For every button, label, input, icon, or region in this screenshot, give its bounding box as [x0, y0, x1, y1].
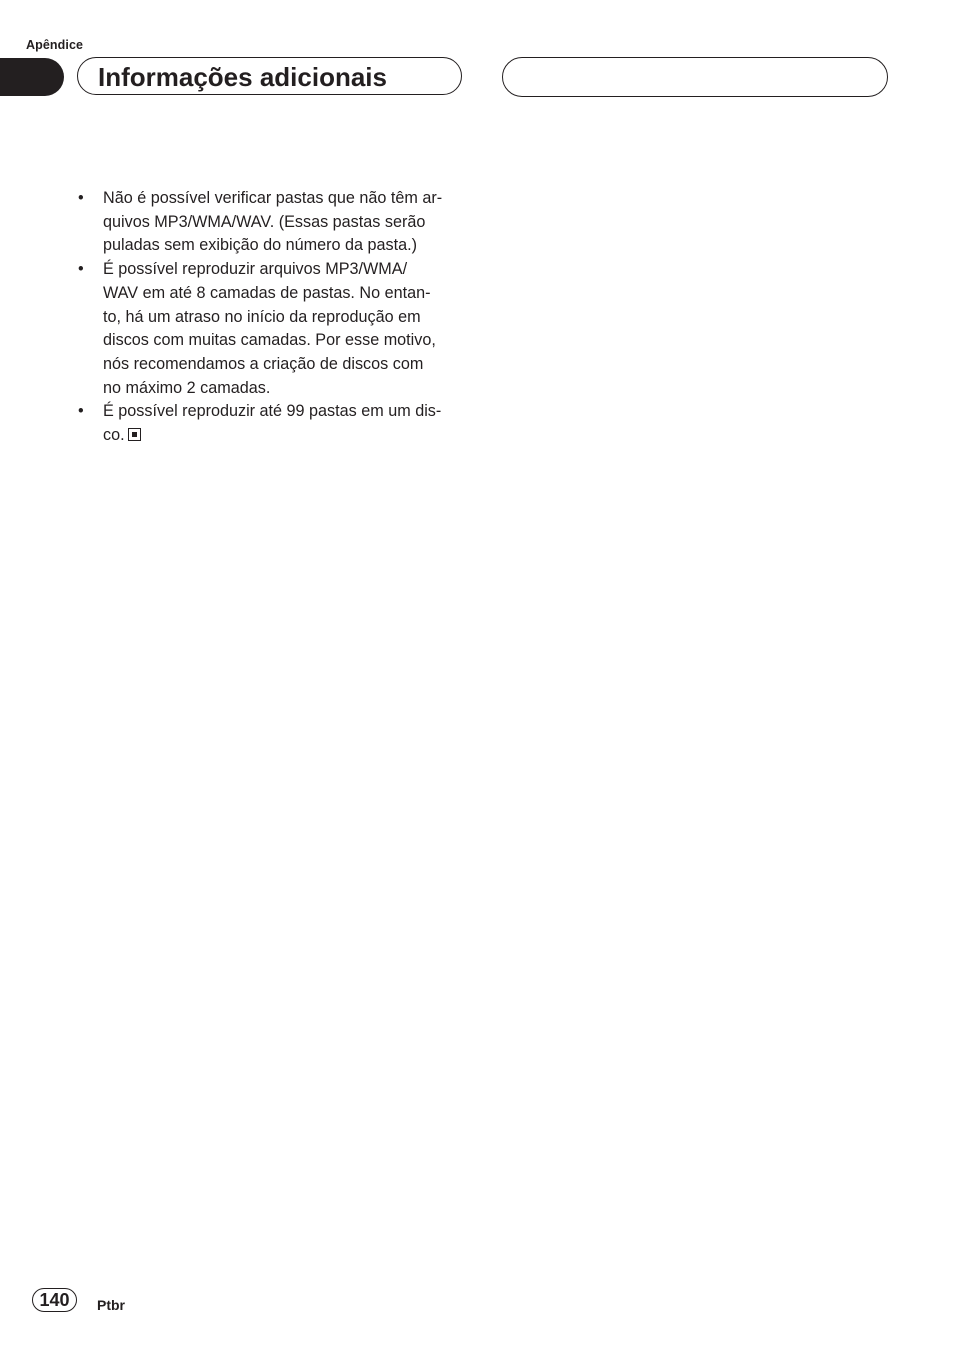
- page-number: 140: [32, 1288, 77, 1312]
- list-item-line: discos com muitas camadas. Por esse motivo,: [103, 331, 436, 350]
- list-item-line-text: co.: [103, 426, 125, 445]
- list-item-line: WAV em até 8 camadas de pastas. No entan-: [103, 283, 431, 302]
- end-of-section-square-icon: [128, 428, 141, 441]
- list-item-line: Não é possível verificar pastas que não têm ar-: [103, 189, 443, 207]
- list-item-line: É possível reproduzir arquivos MP3/WMA/: [103, 260, 408, 279]
- list-item-line: nós recomendamos a criação de discos com: [103, 354, 424, 373]
- bullet-icon: •: [78, 189, 84, 207]
- language-label: Ptbr: [97, 1297, 125, 1313]
- list-item-line: to, há um atraso no início da reprodução em: [103, 307, 421, 326]
- section-label: Apêndice: [26, 38, 84, 52]
- bullet-icon: •: [78, 402, 84, 421]
- list-item-line: puladas sem exibição do número da pasta.): [103, 236, 418, 255]
- list-item: [78, 400, 470, 447]
- header-black-tab: [0, 58, 64, 96]
- title-box: [77, 57, 462, 95]
- list-item-line: quivos MP3/WMA/WAV. (Essas pastas serão: [103, 212, 426, 231]
- page-title: Informações adicionais: [98, 62, 387, 92]
- list-item-line: no máximo 2 camadas.: [103, 378, 271, 397]
- list-item-line-last: [103, 424, 470, 448]
- list-item: [78, 258, 470, 400]
- list-item-line: É possível reproduzir até 99 pastas em um dis-: [103, 402, 442, 421]
- list-item: [78, 187, 470, 258]
- bullet-list: [78, 187, 470, 448]
- header-empty-box: [502, 57, 888, 97]
- bullet-icon: •: [78, 260, 84, 279]
